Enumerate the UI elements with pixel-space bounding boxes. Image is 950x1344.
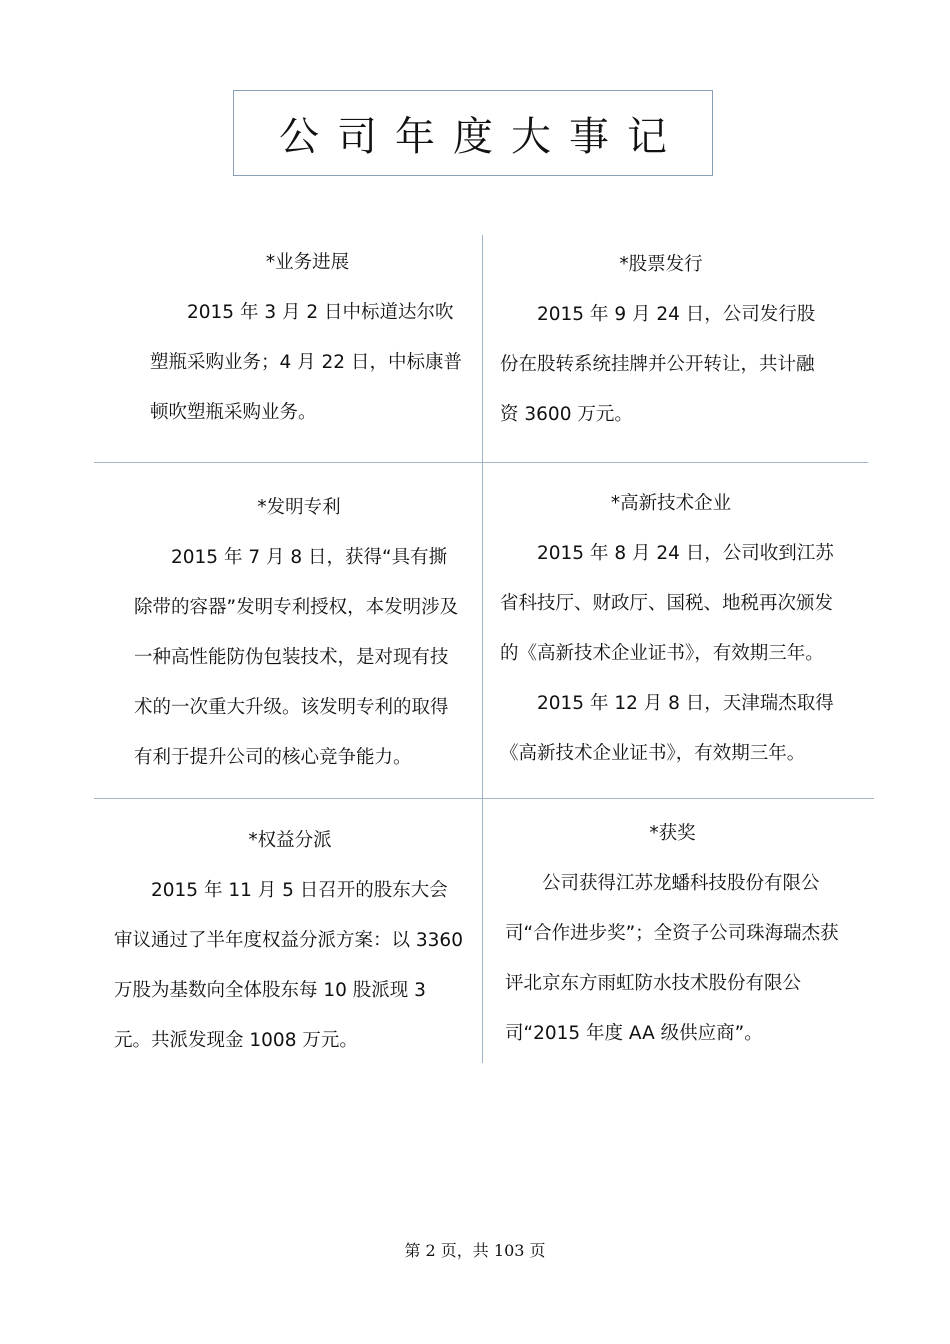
section-heading: *获奖 bbox=[649, 823, 696, 844]
section-awards bbox=[505, 809, 840, 1059]
section-paragraph: 2015 年 8 月 24 日，公司收到江苏省科技厅、财政厅、国税、地税再次颁发的《高新技术企业证书》，有效期三年。 bbox=[500, 543, 834, 664]
page-footer: 第 2 页，共 103 页 bbox=[404, 1241, 546, 1260]
section-paragraph: 2015 年 11 月 5 日召开的股东大会审议通过了半年度权益分派方案：以 3360 万股为基数向全体股东每 10 股派现 3 元。共派发现金 1008 万元。 bbox=[114, 880, 463, 1051]
title-box bbox=[233, 90, 713, 176]
section-paragraph: 2015 年 12 月 8 日，天津瑞杰取得《高新技术企业证书》，有效期三年。 bbox=[500, 693, 834, 764]
section-heading: *发明专利 bbox=[257, 497, 341, 518]
page-title: 公司年度大事记 bbox=[279, 113, 685, 160]
section-heading: *股票发行 bbox=[619, 254, 703, 275]
section-stock bbox=[500, 240, 822, 440]
section-paragraph: 公司获得江苏龙蟠科技股份有限公司“合作进步奖”；全资子公司珠海瑞杰获评北京东方雨虹防水技术股份有限公司“2015 年度 AA 级供应商”。 bbox=[505, 873, 839, 1044]
section-hightech bbox=[500, 479, 842, 779]
section-paragraph: 2015 年 9 月 24 日，公司发行股份在股转系统挂牌并公开转让，共计融资 3600 万元。 bbox=[500, 304, 816, 425]
section-business bbox=[150, 238, 465, 438]
column-divider bbox=[482, 235, 483, 1063]
section-heading: *权益分派 bbox=[248, 830, 332, 851]
row-divider-1 bbox=[94, 462, 868, 463]
section-heading: *高新技术企业 bbox=[610, 493, 732, 514]
section-heading: *业务进展 bbox=[265, 252, 350, 273]
section-paragraph: 2015 年 7 月 8 日，获得“具有撕除带的容器”发明专利授权，本发明涉及一种高性能防伪包装技术，是对现有技术的一次重大升级。该发明专利的取得有利于提升公司的核心竞争能力。 bbox=[134, 547, 459, 768]
row-divider-2 bbox=[94, 798, 874, 799]
section-paragraph: 2015 年 3 月 2 日中标道达尔吹塑瓶采购业务；4 月 22 日，中标康普顿吹塑瓶采购业务。 bbox=[150, 302, 462, 423]
section-patent bbox=[134, 483, 464, 783]
section-dividend bbox=[114, 816, 466, 1066]
